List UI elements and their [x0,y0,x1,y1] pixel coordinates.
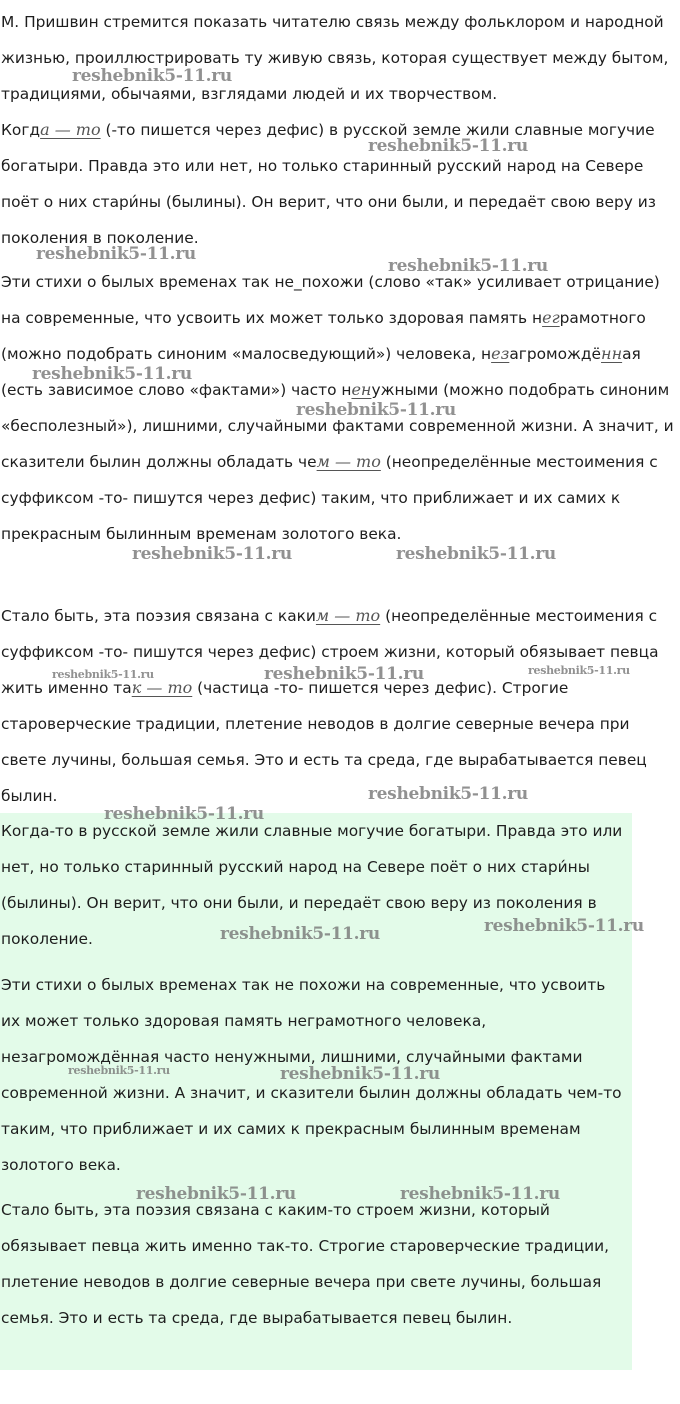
handwritten-insertion: ег [542,308,560,327]
watermark: reshebnik5-11.ru [32,364,192,384]
answer-paragraph-1: Когда-то в русской земле жили славные могучие богатыри. Правда это или нет, но только старинный русский народ на Севере поёт о них стари́ны (былины). Он верит, что они были, и передаёт свою веру из поколения в поколение. [1,822,623,948]
exercise-paragraph-3 [0,598,677,814]
watermark: reshebnik5-11.ru [280,1064,440,1084]
text-fragment: Эти стихи о былых временах так не_похожи (слово «так» усиливает отрицание) на современные, что усвоить их может только здоровая память н [1,273,660,327]
watermark: reshebnik5-11.ru [72,66,232,86]
exercise-paragraph-1 [0,112,677,256]
text-fragment: ужными (можно подобрать синоним «бесполезный»), лишними, случайными фактами современной жизни. А значит, и сказители былин должны обладать че [1,381,674,471]
text-fragment: агромождё [509,345,602,363]
handwritten-insertion: ен [351,380,372,399]
watermark: reshebnik5-11.ru [52,668,154,681]
text-fragment: (неопределённые местоимения с суффиксом -то- пишутся через дефис) строем жизни, который обязывает певца жить именно та [1,607,659,697]
watermark: reshebnik5-11.ru [136,1184,296,1204]
watermark: reshebnik5-11.ru [220,924,380,944]
answer-paragraph-3: Стало быть, эта поэзия связана с каким-то строем жизни, который обязывает певца жить именно так-то. Строгие староверческие традиции, плетение неводов в долгие северные вечера при свете лучины, большая семья. Это и есть та среда, где вырабатывается певец былин. [1,1201,610,1327]
watermark: reshebnik5-11.ru [296,400,456,420]
handwritten-insertion: м — то [315,606,381,625]
answer-paragraph-2: Эти стихи о былых временах так не похожи на современные, что усвоить их может только здоровая память неграмотного человека, незагромождённая часто ненужными, лишними, случайными фактами современной жизни. А значит, и сказители былин должны обладать чем-то таким, что приближает и их самих к прекрасным былинным временам золотого века. [1,976,622,1174]
handwritten-insertion: а — то [40,120,101,139]
text-fragment: Стало быть, эта поэзия связана с каки [1,607,316,625]
handwritten-insertion: ез [491,344,510,363]
watermark: reshebnik5-11.ru [528,664,630,677]
handwritten-insertion: к — то [131,678,193,697]
watermark: reshebnik5-11.ru [36,244,196,264]
text-fragment: (-то пишется через дефис) в русской земле жили славные могучие богатыри. Правда это или нет, но только старинный русский народ на Севере поёт о них стари́ны (былины). Он верит, что они были, и передаёт свою веру из поколения в поколение. [1,121,656,247]
text-fragment: ая (есть зависимое слово «фактами») часто н [1,345,641,399]
watermark: reshebnik5-11.ru [484,916,644,936]
intro-paragraph: М. Пришвин стремится показать читателю связь между фольклором и народной жизнью, проиллюстрировать ту живую связь, которая существует между бытом, традициями, обычаями, взглядами людей и их творчеством. [1,13,669,103]
watermark: reshebnik5-11.ru [104,804,264,824]
handwritten-insertion: м — то [316,452,381,471]
handwritten-insertion: нн [601,344,623,363]
text-fragment: (частица -то- пишется через дефис). Строгие староверческие традиции, плетение неводов в долгие северные вечера при свете лучины, большая семья. Это и есть та среда, где вырабатывается певец былин. [1,679,647,805]
text-fragment: рамотного (можно подобрать синоним «малосведующий») человека, н [1,309,646,363]
watermark: reshebnik5-11.ru [132,544,292,564]
watermark: reshebnik5-11.ru [396,544,556,564]
watermark: reshebnik5-11.ru [400,1184,560,1204]
watermark: reshebnik5-11.ru [388,256,548,276]
watermark: reshebnik5-11.ru [68,1064,170,1077]
watermark: reshebnik5-11.ru [368,136,528,156]
watermark: reshebnik5-11.ru [368,784,528,804]
text-fragment: (неопределённые местоимения с суффиксом -то- пишутся через дефис) таким, что приближает и их самих к прекрасным былинным временам золотого века. [1,453,658,543]
watermark: reshebnik5-11.ru [264,664,424,684]
text-fragment: Когд [1,121,41,139]
